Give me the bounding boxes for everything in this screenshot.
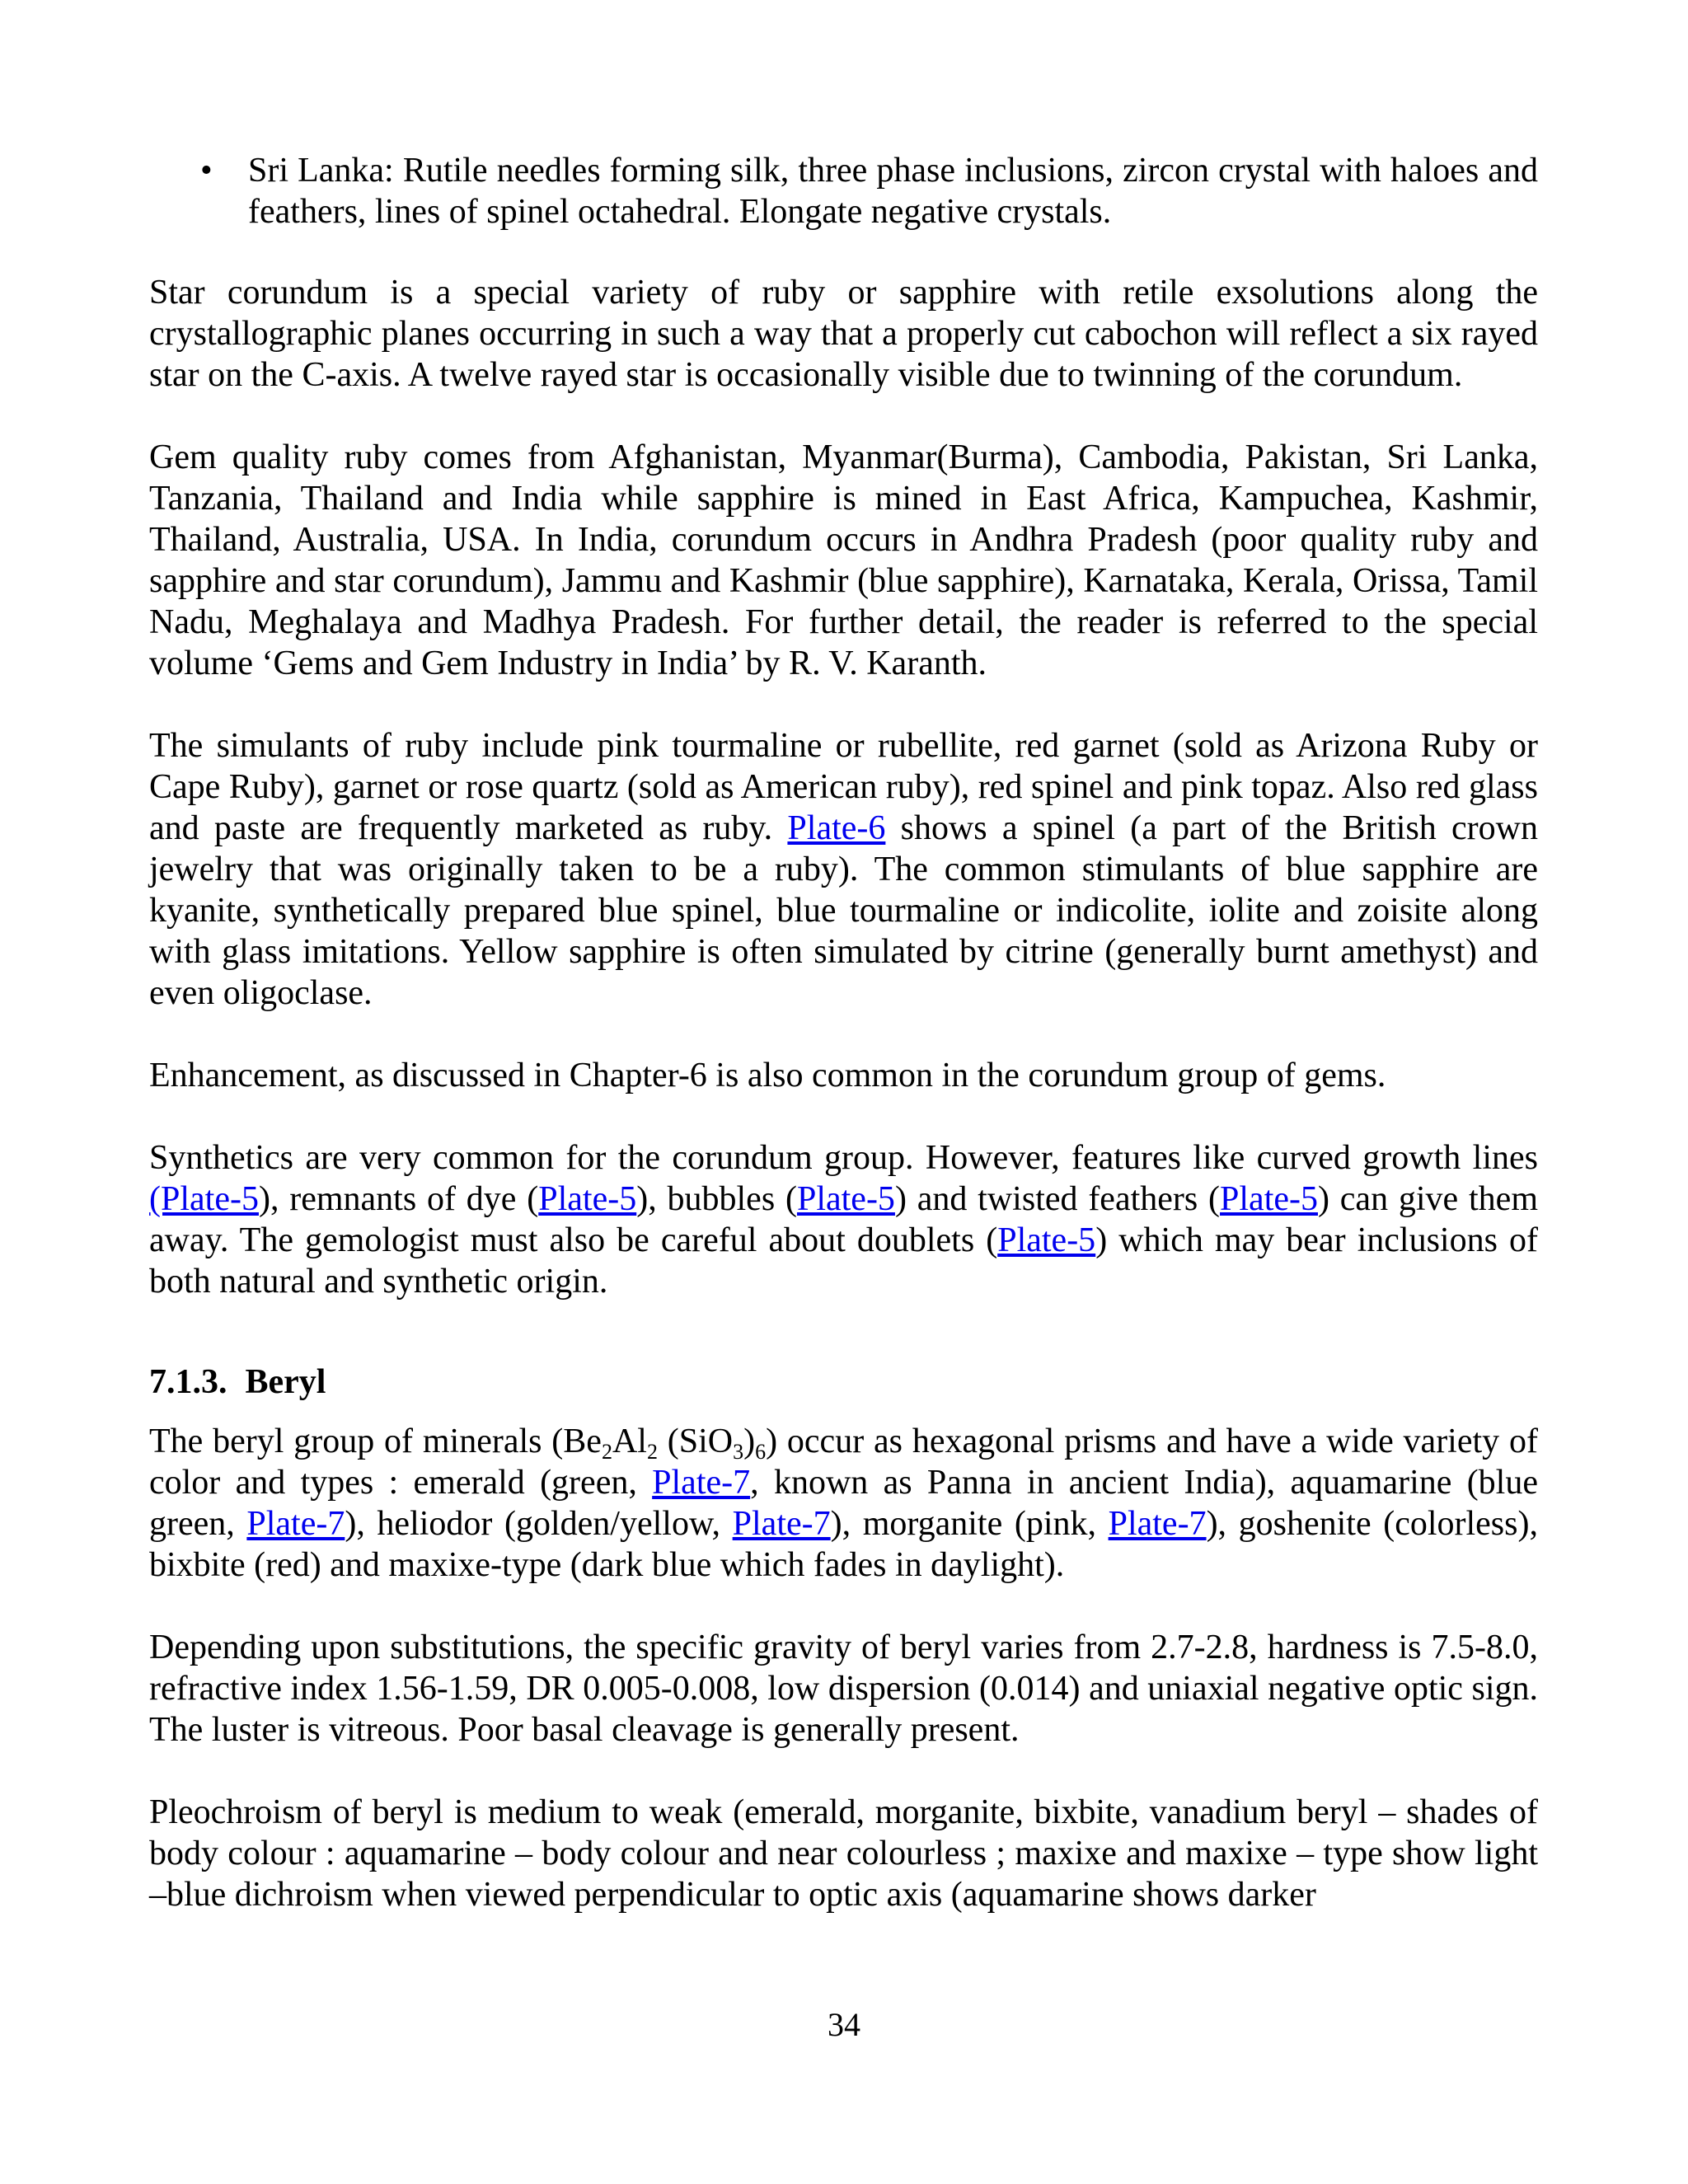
text-run: ) which may bear inclusions of both natural and synthetic origin. (149, 1221, 1538, 1301)
plate-7-link-heliodor[interactable]: Plate-7 (732, 1505, 831, 1543)
plate-5-link-bubbles[interactable]: Plate-5 (796, 1180, 895, 1218)
plate-5-link-growth-lines[interactable]: (Plate-5 (149, 1180, 259, 1218)
text-run: ), remnants of dye ( (258, 1180, 539, 1218)
paragraph-synthetics (149, 1137, 1538, 1302)
page-body (149, 150, 1538, 1957)
plate-7-link-emerald[interactable]: Plate-7 (652, 1464, 751, 1502)
paragraph-star-corundum: Star corundum is a special variety of ruby or sapphire with retile exsolutions along the crystallographic planes occurring in such a way that a properly cut cabochon will reflect a six rayed star on the C-axis. A twelve rayed star is occasionally visible due to twinning of the corundum. (149, 274, 1538, 394)
page-number: 34 (828, 2006, 860, 2043)
text-run: ), goshenite (colorless), bixbite (red) and maxixe-type (dark blue which fades in daylight). (149, 1505, 1538, 1584)
plate-7-link-morganite[interactable]: Plate-7 (1108, 1505, 1207, 1543)
text-run: Synthetics are very common for the corundum group. However, features like curved growth lines (149, 1139, 1538, 1177)
paragraph-simulants (149, 725, 1538, 1014)
text-run: ) occur as hexagonal prisms and have a wide variety of color and types : emerald (green, (149, 1422, 1538, 1502)
text-run: Al (612, 1422, 647, 1460)
bullet-icon: • (200, 152, 213, 190)
paragraph-beryl-intro (149, 1421, 1538, 1586)
text-run: , known as Panna in ancient India), aquamarine (blue green, (149, 1464, 1538, 1543)
text-run: ) can give them away. The gemologist must also be careful about doublets ( (149, 1180, 1538, 1259)
paragraph-sources: Gem quality ruby comes from Afghanistan, Myanmar(Burma), Cambodia, Pakistan, Sri Lanka, Tanzania, Thailand and India while sapphire is mined in East Africa, Kampuchea, Kashmir, Thailand, Australia, USA. In India, corundum occurs in Andhra Pradesh (poor quality ruby and sapphire and star corundum), Jammu and Kashmir (blue sapphire), Karnataka, Kerala, Orissa, Tamil Nadu, Meghalaya and Madhya Pradesh. For further detail, the reader is referred to the special volume ‘Gems and Gem Industry in India’ by R. V. Karanth. (149, 438, 1538, 682)
formula-subscript: 2 (646, 1440, 658, 1464)
formula-subscript: 3 (733, 1440, 744, 1464)
text-run: ) and twisted feathers ( (894, 1180, 1221, 1218)
inclusion-bullet-list (149, 150, 1538, 232)
section-heading-beryl (149, 1361, 1538, 1403)
formula-subscript: 2 (601, 1440, 612, 1464)
plate-5-link-feathers[interactable]: Plate-5 (1220, 1180, 1318, 1218)
text-run: ) (743, 1422, 756, 1460)
plate-6-link[interactable]: Plate-6 (787, 809, 886, 847)
text-run: ), morganite (pink, (830, 1505, 1109, 1543)
section-title: Beryl (245, 1363, 326, 1401)
text-run: (SiO (657, 1422, 734, 1460)
plate-7-link-aquamarine[interactable]: Plate-7 (246, 1505, 345, 1543)
text-run: ), heliodor (golden/yellow, (345, 1505, 733, 1543)
paragraph-enhancement: Enhancement, as discussed in Chapter-6 is also common in the corundum group of gems. (149, 1057, 1386, 1094)
text-run: ), bubbles ( (636, 1180, 797, 1218)
plate-5-link-dye[interactable]: Plate-5 (538, 1180, 637, 1218)
text-run: The simulants of ruby include pink tourmaline or rubellite, red garnet (sold as Arizona Ruby or Cape Ruby), garnet or rose quartz (sold as American ruby), red spinel and pink topaz. Also red glass and paste are frequently marketed as ruby. (149, 727, 1538, 847)
section-number: 7.1.3. (149, 1363, 227, 1401)
bullet-item-sri-lanka (149, 150, 1538, 232)
text-run: The beryl group of minerals (Be (149, 1422, 602, 1460)
plate-5-link-doublets[interactable]: Plate-5 (997, 1221, 1096, 1259)
paragraph-beryl-pleochroism: Pleochroism of beryl is medium to weak (emerald, morganite, bixbite, vanadium beryl – shades of body colour : aquamarine – body colour and near colourless ; maxixe and maxixe – type show light –blue dichroism when viewed perpendicular to optic axis (aquamarine shows darker (149, 1793, 1538, 1914)
formula-subscript: 6 (755, 1440, 767, 1464)
bullet-text: Sri Lanka: Rutile needles forming silk, three phase inclusions, zircon crystal with haloes and feathers, lines of spinel octahedral. Elongate negative crystals. (248, 152, 1538, 231)
text-run: shows a spinel (a part of the British crown jewelry that was originally taken to be a ruby). The common stimulants of blue sapphire are kyanite, synthetically prepared blue spinel, blue tourmaline or indicolite, iolite and zoisite along with glass imitations. Yellow sapphire is often simulated by citrine (generally burnt amethyst) and even oligoclase. (149, 809, 1538, 1012)
paragraph-beryl-properties: Depending upon substitutions, the specific gravity of beryl varies from 2.7-2.8, hardness is 7.5-8.0, refractive index 1.56-1.59, DR 0.005-0.008, low dispersion (0.014) and uniaxial negative optic sign. The luster is vitreous. Poor basal cleavage is generally present. (149, 1629, 1538, 1749)
